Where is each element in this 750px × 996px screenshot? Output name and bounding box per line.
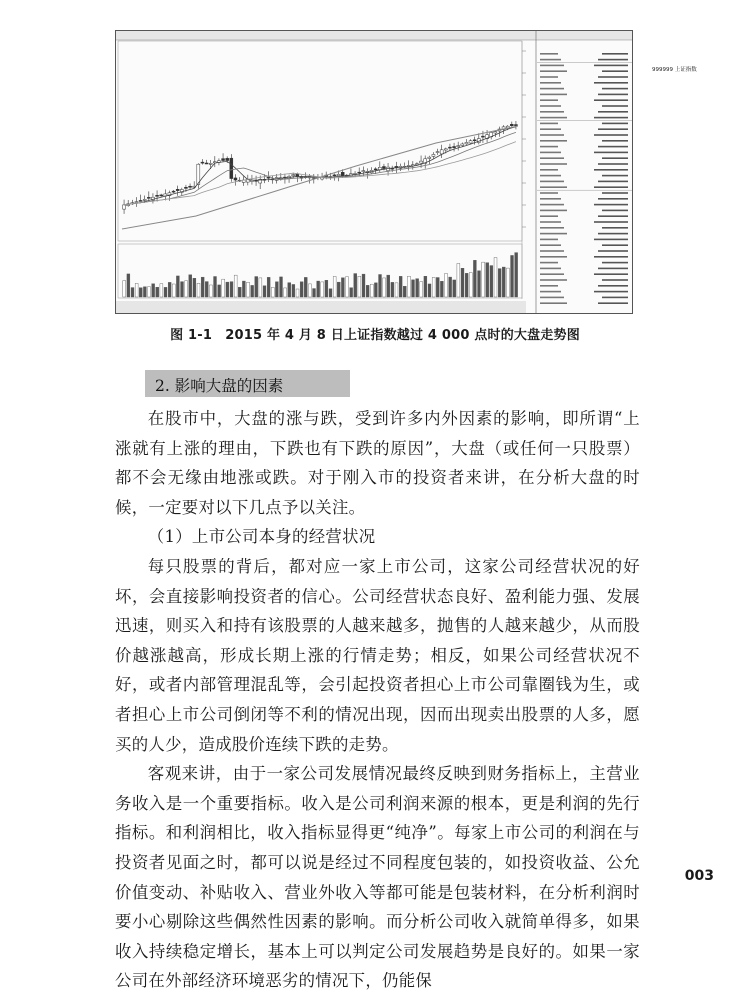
volume-bar bbox=[428, 284, 431, 297]
volume-bar bbox=[317, 281, 320, 297]
volume-bar bbox=[432, 277, 435, 297]
candle-body bbox=[156, 195, 159, 196]
info-value bbox=[594, 273, 628, 275]
candle-body bbox=[205, 163, 208, 164]
candle-body bbox=[226, 158, 229, 160]
info-label bbox=[540, 198, 561, 200]
info-label bbox=[540, 221, 561, 223]
info-value bbox=[602, 244, 628, 246]
volume-bar bbox=[284, 288, 287, 297]
info-value bbox=[594, 256, 628, 258]
info-value bbox=[602, 297, 628, 299]
chart-screenshot bbox=[116, 31, 632, 313]
volume-bar bbox=[370, 284, 373, 297]
info-value bbox=[594, 65, 628, 67]
volume-bar bbox=[271, 287, 274, 297]
info-label bbox=[540, 181, 564, 183]
info-label bbox=[540, 163, 567, 165]
info-value bbox=[598, 111, 628, 113]
candle-body bbox=[250, 180, 253, 181]
info-label bbox=[540, 169, 558, 171]
volume-bar bbox=[288, 283, 291, 297]
volume-bar bbox=[494, 258, 497, 297]
candle-body bbox=[267, 177, 270, 178]
volume-bar bbox=[329, 289, 332, 297]
volume-bar bbox=[469, 273, 472, 297]
volume-bar bbox=[313, 289, 316, 297]
volume-bar bbox=[325, 280, 328, 297]
info-value bbox=[594, 169, 628, 171]
volume-bar bbox=[131, 288, 134, 297]
volume-bar bbox=[218, 285, 221, 297]
candle-body bbox=[420, 161, 423, 163]
info-label bbox=[540, 256, 567, 258]
figure-caption: 图 1-1 2015 年 4 月 8 日上证指数越过 4 000 点时的大盘走势图 bbox=[170, 328, 580, 343]
info-label bbox=[540, 128, 561, 130]
candle-body bbox=[172, 191, 175, 192]
info-label bbox=[540, 239, 558, 241]
info-label bbox=[540, 204, 564, 206]
volume-bar bbox=[259, 278, 262, 297]
volume-bar bbox=[498, 269, 501, 297]
candle-body bbox=[453, 147, 456, 148]
volume-bar bbox=[226, 282, 229, 297]
volume-bar bbox=[152, 284, 155, 297]
candle-body bbox=[510, 124, 513, 125]
volume-bar bbox=[193, 278, 196, 297]
volume-bar bbox=[486, 263, 489, 297]
volume-bar bbox=[168, 282, 171, 297]
candle-body bbox=[362, 171, 365, 172]
volume-bar bbox=[502, 267, 505, 297]
info-value bbox=[598, 146, 628, 148]
info-label bbox=[540, 82, 561, 84]
info-label bbox=[540, 250, 564, 252]
info-value bbox=[594, 186, 628, 188]
volume-bar bbox=[185, 281, 188, 297]
info-label bbox=[540, 70, 567, 72]
section-heading: 2. 影响大盘的因素 bbox=[155, 377, 284, 395]
volume-bar bbox=[296, 289, 299, 297]
candle-body bbox=[135, 202, 138, 203]
volume-bar bbox=[247, 282, 250, 297]
volume-bar bbox=[350, 288, 353, 297]
volume-bar bbox=[515, 253, 518, 297]
info-value bbox=[594, 99, 628, 101]
info-label bbox=[540, 94, 567, 96]
info-value bbox=[598, 181, 628, 183]
volume-bar bbox=[358, 276, 361, 297]
volume-bar bbox=[201, 277, 204, 297]
volume-bar bbox=[436, 278, 439, 297]
info-label bbox=[540, 285, 558, 287]
page-number: 003 bbox=[684, 868, 714, 884]
candle-body bbox=[234, 178, 237, 180]
info-label bbox=[540, 111, 564, 113]
volume-bar bbox=[292, 284, 295, 297]
info-value bbox=[602, 192, 628, 194]
candle-body bbox=[415, 164, 418, 165]
index-chart-figure bbox=[115, 30, 697, 314]
info-value bbox=[598, 76, 628, 78]
info-label bbox=[540, 244, 561, 246]
info-label bbox=[540, 88, 564, 90]
volume-bar bbox=[209, 285, 212, 297]
candle-body bbox=[337, 174, 340, 175]
volume-bar bbox=[346, 277, 349, 297]
candle-body bbox=[457, 146, 460, 147]
volume-bar bbox=[490, 266, 493, 297]
info-label bbox=[540, 210, 567, 212]
candle-body bbox=[444, 149, 447, 150]
info-label bbox=[540, 105, 561, 107]
info-label bbox=[540, 175, 561, 177]
volume-bar bbox=[457, 263, 460, 297]
ma-line-mid bbox=[124, 132, 516, 205]
info-label bbox=[540, 186, 567, 188]
info-value bbox=[598, 94, 628, 96]
info-label bbox=[540, 117, 567, 119]
volume-bar bbox=[255, 277, 258, 297]
candle-body bbox=[143, 199, 146, 200]
volume-bar bbox=[453, 280, 456, 297]
volume-bar bbox=[383, 278, 386, 297]
info-label bbox=[540, 123, 558, 125]
info-label bbox=[540, 215, 558, 217]
volume-bar bbox=[160, 284, 163, 297]
volume-bar bbox=[391, 282, 394, 297]
info-value bbox=[594, 134, 628, 136]
volume-bar bbox=[478, 271, 481, 297]
volume-bar bbox=[197, 283, 200, 297]
volume-bar bbox=[379, 275, 382, 297]
candle-body bbox=[374, 169, 377, 170]
volume-bar bbox=[214, 276, 217, 297]
volume-bar bbox=[251, 285, 254, 297]
volume-bar bbox=[354, 274, 357, 297]
volume-bar bbox=[230, 282, 233, 297]
volume-bar bbox=[205, 282, 208, 297]
candle-body bbox=[358, 172, 361, 173]
candle-body bbox=[514, 125, 517, 126]
ma-line-trend bbox=[122, 126, 518, 229]
info-label bbox=[540, 297, 564, 299]
info-value bbox=[598, 285, 628, 287]
info-label bbox=[540, 273, 564, 275]
volume-bar bbox=[242, 281, 245, 297]
candle-body bbox=[184, 187, 187, 188]
volume-bar bbox=[449, 277, 452, 297]
volume-bar bbox=[473, 260, 476, 297]
volume-bar bbox=[321, 282, 324, 297]
candle-body bbox=[382, 167, 385, 169]
subheading-1: （1）上市公司本身的经营状况 bbox=[147, 527, 376, 547]
info-value bbox=[598, 59, 628, 61]
info-value bbox=[602, 279, 628, 281]
volume-bar bbox=[465, 273, 468, 297]
candle-body bbox=[123, 205, 126, 209]
volume-bar bbox=[164, 287, 167, 297]
candle-body bbox=[230, 158, 233, 178]
info-value bbox=[602, 53, 628, 55]
volume-bar bbox=[234, 275, 237, 297]
volume-bar bbox=[403, 286, 406, 297]
volume-bar bbox=[267, 277, 270, 297]
candle-body bbox=[440, 150, 443, 154]
paragraph-operations: 每只股票的背后，都对应一家上市公司，这家公司经营状况的好坏，会直接影响投资者的信心。公司经营状态良好、盈利能力强、发展迅速，则买入和持有该股票的人越来越多，抛售的人越来越少，从而股价越涨越高，形成长期上涨的行情走势；相反，如果公司经营状况不好，或者内部管理混乱等，会引起投资者担心上市公司靠圈钱为生，或者担心上市公司倒闭等不利的情况出现，因而出现卖出股票的人多，愿买的人少，造成股价连续下跌的走势。 bbox=[115, 556, 640, 754]
info-value bbox=[602, 123, 628, 125]
info-label bbox=[540, 291, 561, 293]
info-value bbox=[594, 239, 628, 241]
info-value bbox=[594, 291, 628, 293]
info-value bbox=[602, 140, 628, 142]
info-value bbox=[602, 88, 628, 90]
volume-bar bbox=[399, 276, 402, 297]
info-value bbox=[598, 250, 628, 252]
info-label bbox=[540, 53, 558, 55]
volume-bar bbox=[148, 287, 151, 297]
candle-body bbox=[222, 159, 225, 161]
volume-bar bbox=[445, 273, 448, 297]
candle-body bbox=[147, 197, 150, 198]
info-value bbox=[602, 210, 628, 212]
volume-bar bbox=[176, 276, 179, 297]
info-label bbox=[540, 99, 558, 101]
candle-body bbox=[428, 157, 431, 158]
volume-bar bbox=[407, 276, 410, 297]
info-value bbox=[602, 105, 628, 107]
volume-bar bbox=[189, 275, 192, 297]
info-label bbox=[540, 76, 558, 78]
volume-bar bbox=[366, 285, 369, 297]
candle-body bbox=[292, 175, 295, 176]
info-label bbox=[540, 65, 564, 67]
volume-bar bbox=[341, 278, 344, 297]
info-label bbox=[540, 268, 561, 270]
info-label bbox=[540, 302, 567, 304]
info-label bbox=[540, 227, 564, 229]
info-value bbox=[602, 262, 628, 264]
info-value bbox=[594, 82, 628, 84]
candle-body bbox=[176, 189, 179, 190]
volume-bar bbox=[123, 281, 126, 297]
info-label bbox=[540, 134, 564, 136]
volume-bar bbox=[387, 275, 390, 297]
volume-bar bbox=[143, 287, 146, 297]
volume-bar bbox=[374, 283, 377, 297]
info-label bbox=[540, 152, 561, 154]
info-value bbox=[598, 215, 628, 217]
candle-body bbox=[209, 163, 212, 164]
volume-bar bbox=[337, 282, 340, 297]
candle-body bbox=[436, 152, 439, 153]
volume-bar bbox=[506, 268, 509, 297]
info-label bbox=[540, 146, 558, 148]
volume-bar bbox=[172, 284, 175, 297]
quote-title: 999999 上证指数 bbox=[652, 67, 697, 73]
volume-bar bbox=[181, 282, 184, 297]
candle-body bbox=[201, 162, 204, 163]
info-value bbox=[594, 221, 628, 223]
paragraph-revenue: 客观来讲，由于一家公司发展情况最终反映到财务指标上，主营业务收入是一个重要指标。收入是公司利润来源的根本，更是利润的先行指标。和利润相比，收入指标显得更“纯净”。每家上市公司的利润在与投资者见面之时，都可以说是经过不同程度包装的，如投资收益、公允价值变动、补贴收入、营业外收入等都可能是包装材料，在分析利润时要小心剔除这些偶然性因素的影响。而分析公司收入就简单得多，如果收入持续稳定增长，基本上可以判定公司发展趋势是良好的。如果一家公司在外部经济环境恶劣的情况下，仍能保 bbox=[115, 764, 640, 991]
info-label bbox=[540, 59, 561, 61]
candle-body bbox=[448, 147, 451, 148]
info-label bbox=[540, 233, 567, 235]
volume-bar bbox=[420, 282, 423, 297]
volume-bar bbox=[482, 262, 485, 297]
volume-bar bbox=[461, 268, 464, 297]
info-value bbox=[602, 227, 628, 229]
candle-body bbox=[432, 154, 435, 156]
candle-body bbox=[461, 144, 464, 146]
info-label bbox=[540, 279, 567, 281]
volume-bar bbox=[139, 288, 142, 297]
info-value bbox=[598, 302, 628, 304]
volume-bar bbox=[156, 287, 159, 297]
volume-bar bbox=[238, 287, 241, 297]
candle-body bbox=[189, 186, 192, 187]
volume-bar bbox=[280, 277, 283, 297]
info-value bbox=[594, 204, 628, 206]
info-value bbox=[598, 128, 628, 130]
volume-bar bbox=[395, 283, 398, 297]
candle-body bbox=[494, 132, 497, 133]
volume-bar bbox=[304, 277, 307, 297]
volume-bar bbox=[424, 276, 427, 297]
candle-body bbox=[469, 141, 472, 143]
candle-body bbox=[465, 142, 468, 143]
info-label bbox=[540, 140, 567, 142]
volume-bar bbox=[362, 274, 365, 297]
info-label bbox=[540, 157, 564, 159]
info-value bbox=[598, 233, 628, 235]
volume-bar bbox=[263, 286, 266, 297]
info-value bbox=[598, 163, 628, 165]
info-label bbox=[540, 262, 558, 264]
volume-bar bbox=[511, 255, 514, 297]
section-heading-box bbox=[145, 370, 350, 397]
volume-bar bbox=[127, 274, 130, 297]
paragraph-intro: 在股市中，大盘的涨与跌，受到许多内外因素的影响，即所谓“上涨就有上涨的理由，下跌也有下跌的原因”，大盘（或任何一只股票）都不会无缘由地涨或跌。对于刚入市的投资者来讲，在分析大盘的时候，一定要对以下几点予以关注。 bbox=[115, 409, 640, 517]
body-text bbox=[115, 404, 640, 996]
info-value bbox=[598, 268, 628, 270]
volume-bar bbox=[308, 284, 311, 297]
info-value bbox=[602, 157, 628, 159]
volume-bar bbox=[222, 279, 225, 297]
info-label bbox=[540, 192, 558, 194]
candle-body bbox=[160, 195, 163, 196]
volume-bar bbox=[440, 281, 443, 297]
volume-bar bbox=[300, 282, 303, 297]
info-value bbox=[594, 152, 628, 154]
volume-bar bbox=[135, 283, 138, 297]
candle-body bbox=[333, 175, 336, 176]
candle-body bbox=[139, 200, 142, 201]
candle-body bbox=[341, 172, 344, 176]
info-value bbox=[602, 70, 628, 72]
candle-body bbox=[473, 140, 476, 141]
volume-bar bbox=[416, 279, 419, 297]
volume-bar bbox=[412, 280, 415, 297]
info-value bbox=[598, 198, 628, 200]
info-value bbox=[602, 175, 628, 177]
volume-bar bbox=[333, 276, 336, 297]
candle-body bbox=[481, 136, 484, 137]
info-value bbox=[594, 117, 628, 119]
volume-bar bbox=[275, 282, 278, 297]
